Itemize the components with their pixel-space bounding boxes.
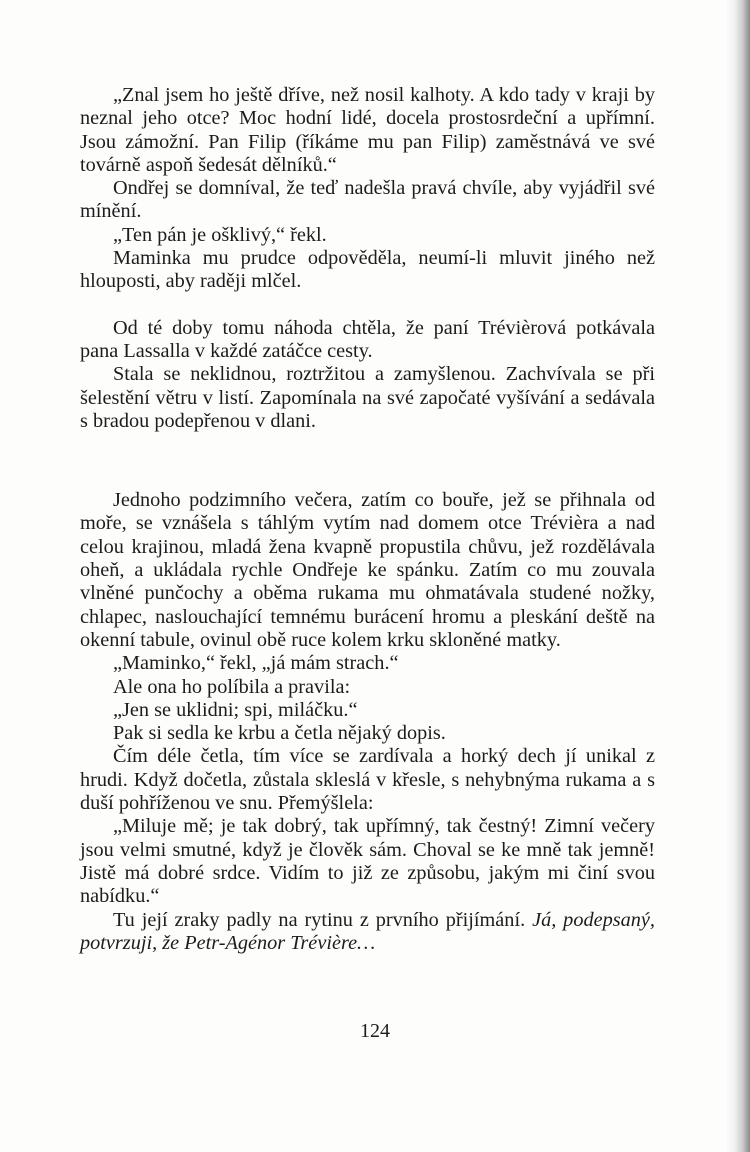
last-paragraph: [80, 909, 655, 956]
paragraph: „Miluje mě; je tak dobrý, tak upřímný, tak čestný! Zimní večery jsou velmi smutné, když je člověk sám. Choval se ke mně tak jemně! Jistě má dobré srdce. Vidím to již ze způsobu, jakým mi činí svou nabídku.“: [80, 815, 655, 908]
paragraph: Jednoho podzimního večera, zatím co bouře, jež se přihnala od moře, se vznášela s táhlým vytím nad domem otce Trévièra a nad celou krajinou, mladá žena kvapně propustila chůvu, jež rozdělávala oheň, a ukládala rychle Ondřeje ke spánku. Zatím co mu zouvala vlněné punčochy a oběma rukama mu ohmatávala studené nožky, chlapec, naslouchající temnému burácení hromu a pleskání deště na okenní tabule, ovinul obě ruce kolem krku skloněné matky.: [80, 489, 655, 651]
paragraph: Stala se neklidnou, roztržitou a zamyšlenou. Zachvívala se při šelestění větru v listí. Zapomínala na své započaté vyšívání a sedávala s bradou podepřenou v dlani.: [80, 363, 655, 432]
page-body-text: [80, 84, 655, 955]
paragraph: Čím déle četla, tím více se zardívala a horký dech jí unikal z hrudi. Když dočetla, zůstala skleslá v křesle, s nehybnýma rukama a s duší pohříženou ve snu. Přemýšlela:: [80, 745, 655, 815]
paragraph: „Maminko,“ řekl, „já mám strach.“: [113, 652, 399, 675]
last-paragraph-italic-quote: Já, podepsaný, potvrzuji, že Petr-Agénor Trévière…: [80, 908, 655, 954]
paragraph: „Jen se uklidni; spi, miláčku.“: [113, 698, 358, 721]
book-spine-shadow: [724, 0, 750, 1152]
paragraph: „Ten pán je ošklivý,“ řekl.: [113, 223, 327, 246]
paragraph: Od té doby tomu náhoda chtěla, že paní Trévièrová potkávala pana Lassalla v každé zatáčce cesty.: [80, 316, 655, 362]
section-break: [80, 294, 655, 317]
paragraph: Pak si sedla ke krbu a četla nějaký dopis.: [113, 722, 446, 745]
last-paragraph-lead: Tu její zraky padly na rytinu z prvního přijímání.: [113, 908, 526, 931]
paragraph: „Znal jsem ho ještě dříve, než nosil kalhoty. A kdo tady v kraji by neznal jeho otce? Moc hodní lidé, docela prostosrdeční a upřímní. Jsou zámožní. Pan Filip (říkáme mu pan Filip) zaměstnává ve své továrně aspoň šedesát dělníků.“: [80, 84, 655, 176]
paragraph: Ale ona ho políbila a pravila:: [113, 675, 351, 698]
section-break: [80, 433, 655, 489]
paragraph: Ondřej se domníval, že teď nadešla pravá chvíle, aby vyjádřil své mínění.: [80, 177, 655, 223]
paragraph: Maminka mu prudce odpověděla, neumí-li mluvit jiného než hlouposti, aby raději mlčel.: [80, 247, 655, 293]
page-number: 124: [360, 1020, 390, 1042]
